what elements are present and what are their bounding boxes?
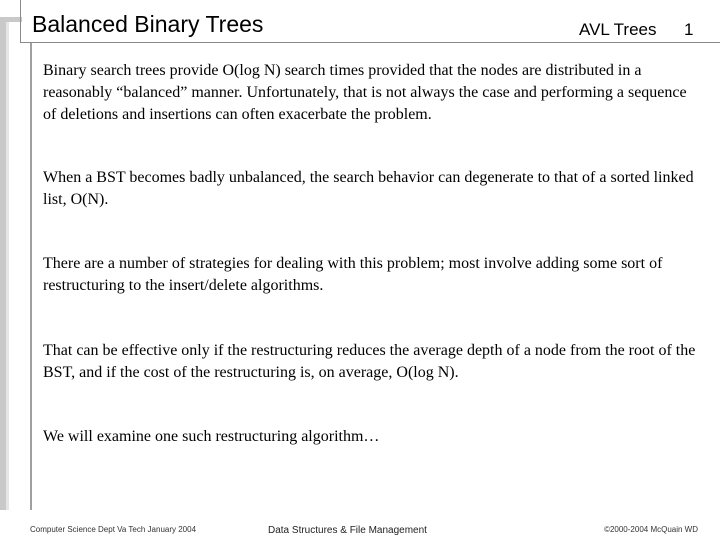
paragraph: We will examine one such restructuring algorithm… [43, 428, 380, 445]
section-label: AVL Trees [579, 20, 657, 39]
header-divider-vertical [20, 0, 21, 42]
paragraph: There are a number of strategies for dealing with this problem; most involve adding some sort of restructuring to the insert/delete algorithms. [43, 255, 663, 294]
paragraph: Binary search trees provide O(log N) search times provided that the nodes are distributed in a reasonably “balanced” manner. Unfortunately, that is not always the case and performing a sequence of deletions and insertions can often exacerbate the problem. [43, 62, 687, 123]
footer-title: Data Structures & File Management [268, 525, 427, 536]
footer-course-info: Computer Science Dept Va Tech January 2004 [30, 525, 197, 534]
content-divider [30, 43, 32, 510]
footer-copyright: ©2000-2004 McQuain WD [604, 525, 698, 534]
page-number: 1 [684, 20, 694, 39]
slide-title: Balanced Binary Trees [32, 11, 264, 37]
paragraph: When a BST becomes badly unbalanced, the search behavior can degenerate to that of a sorted linked list, O(N). [43, 169, 694, 208]
frame-corner [0, 17, 22, 22]
left-frame-bar-inner [6, 17, 9, 510]
header-divider [20, 42, 720, 43]
paragraph: That can be effective only if the restructuring reduces the average depth of a node from the root of the BST, and if the cost of the restructuring is, on average, O(log N). [43, 342, 696, 381]
